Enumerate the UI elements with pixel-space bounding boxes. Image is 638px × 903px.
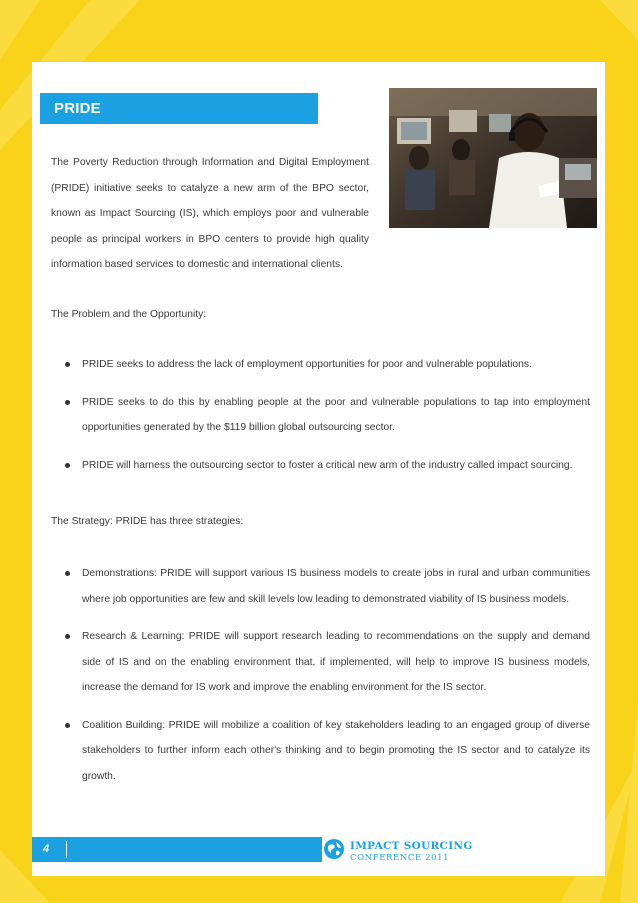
strategy-heading: The Strategy: PRIDE has three strategies:	[51, 516, 244, 527]
list-item: PRIDE will harness the outsourcing sector to foster a critical new arm of the industry called impact sourcing.	[60, 453, 590, 479]
footer-bar	[32, 837, 322, 862]
bullet-icon	[65, 400, 70, 405]
logo-subtitle: CONFERENCE 2011	[350, 853, 450, 863]
bullet-icon	[65, 362, 70, 367]
list-item: PRIDE seeks to do this by enabling people at the poor and vulnerable populations to tap into employment opportunities generated by the $119 billion global outsourcing sector.	[60, 390, 590, 441]
list-item: PRIDE seeks to address the lack of employment opportunities for poor and vulnerable populations.	[60, 352, 590, 378]
bullet-icon	[65, 634, 70, 639]
strategy-list	[60, 561, 590, 801]
logo-title: IMPACT SOURCING	[350, 840, 473, 852]
bullet-icon	[65, 723, 70, 728]
list-item: Research & Learning: PRIDE will support research leading to recommendations on the supply and demand side of IS and on the enabling environment that, if implemented, will help to improve IS business models, increase the demand for IS work and improve the enabling environment for the IS sector.	[60, 624, 590, 701]
section-title: PRIDE	[54, 100, 101, 117]
page-number: 4	[43, 843, 50, 855]
list-item: Demonstrations: PRIDE will support various IS business models to create jobs in rural and urban communities where job opportunities are few and skill levels low leading to demonstrated viability of IS business models.	[60, 561, 590, 612]
list-item: Coalition Building: PRIDE will mobilize a coalition of key stakeholders leading to an engaged group of diverse stakeholders to further inform each other's thinking and to begin promoting the IS sector and to catalyze its growth.	[60, 713, 590, 790]
globe-icon	[323, 838, 345, 860]
call-center-photo	[389, 88, 597, 228]
bullet-icon	[65, 571, 70, 576]
bullet-icon	[65, 463, 70, 468]
footer-divider	[66, 841, 67, 858]
problem-heading: The Problem and the Opportunity:	[51, 309, 207, 320]
intro-text: The Poverty Reduction through Information and Digital Employment (PRIDE) initiative seeks to catalyze a new arm of the BPO sector, known as Impact Sourcing (IS), which employs poor and vulnerable people as principal workers in BPO centers to provide high quality information based services to domestic and international clients.	[51, 157, 369, 270]
intro-paragraph	[51, 150, 369, 278]
problem-list	[60, 352, 590, 490]
section-title-bar	[40, 93, 318, 124]
